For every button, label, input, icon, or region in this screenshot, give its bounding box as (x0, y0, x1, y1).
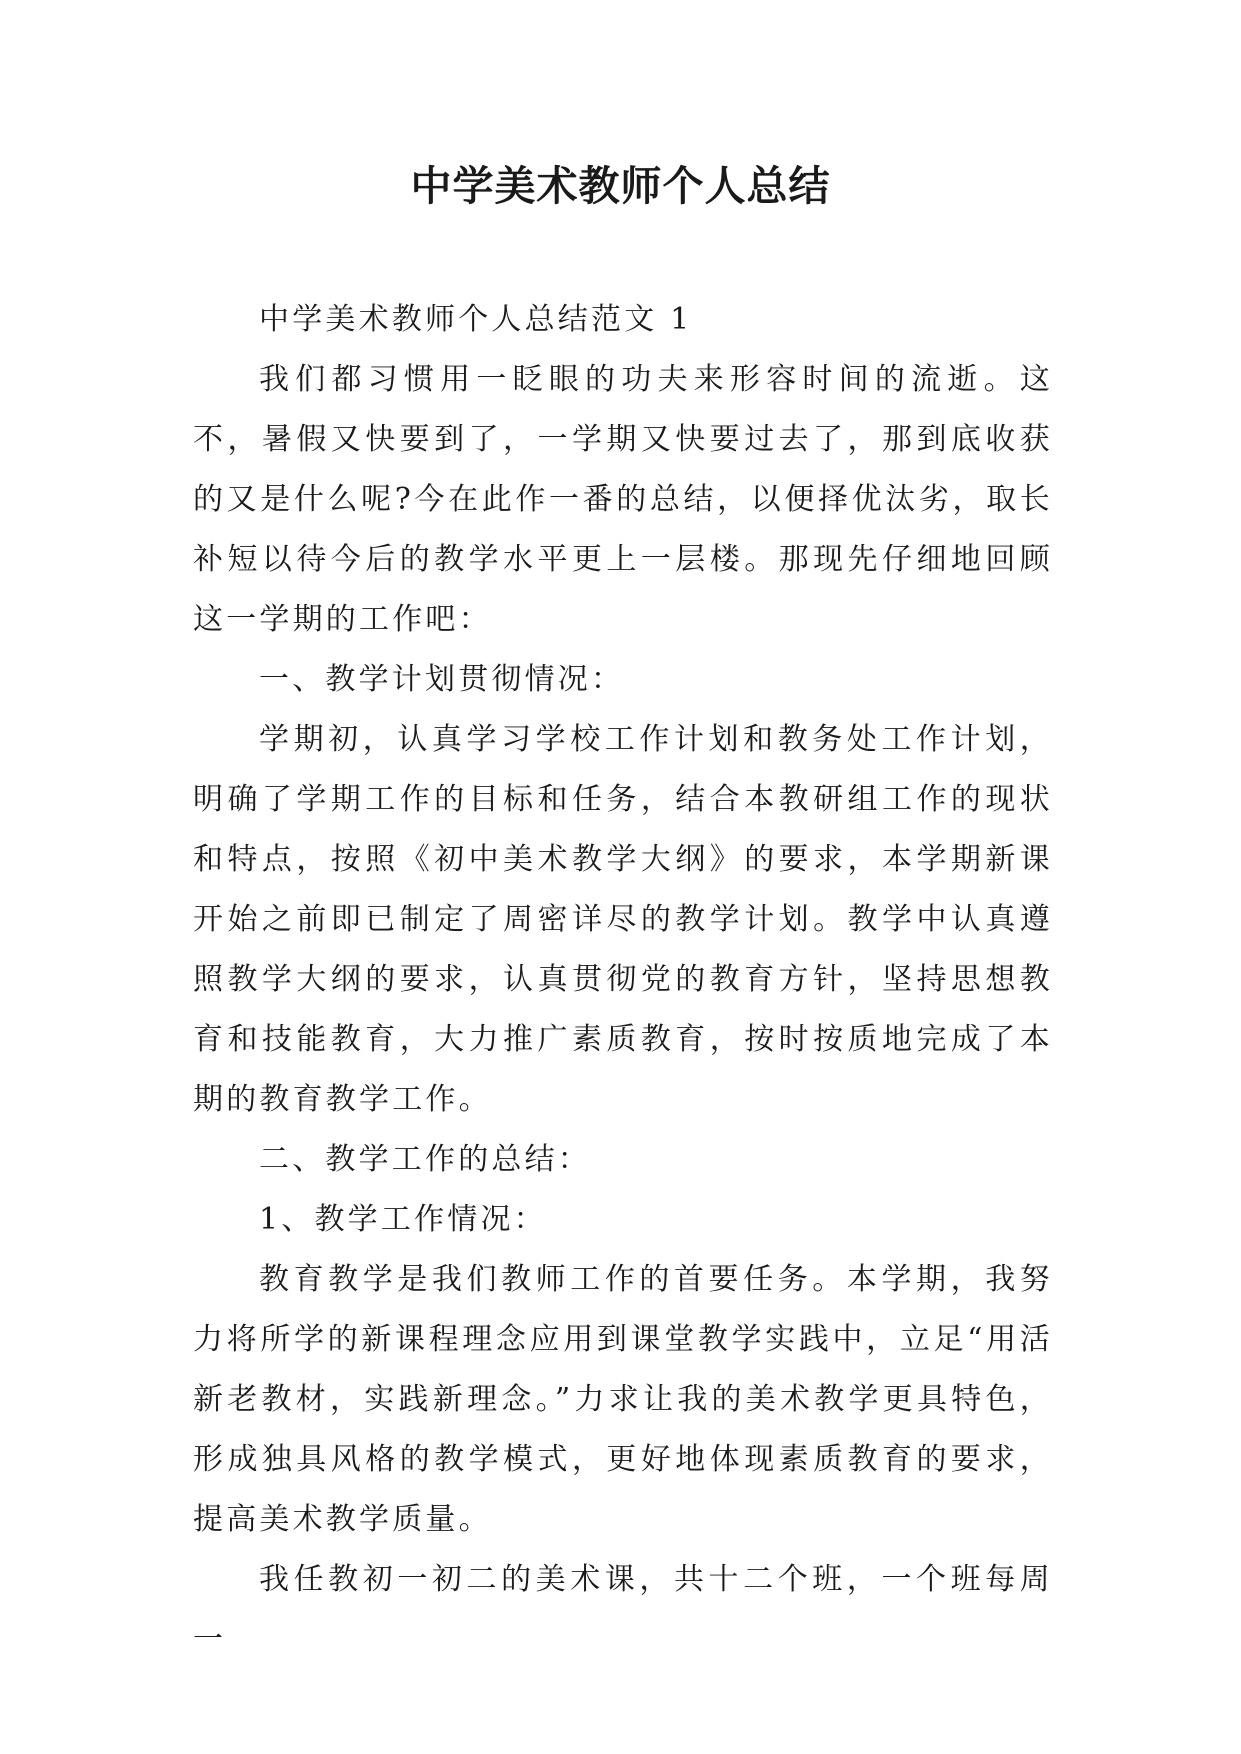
paragraph-plan: 学期初，认真学习学校工作计划和教务处工作计划，明确了学期工作的目标和任务，结合本教研组工作的现状和特点，按照《初中美术教学大纲》的要求，本学期新课开始之前即已制定了周密详尽的教学计划。教学中认真遵照教学大纲的要求，认真贯彻党的教育方针，坚持思想教育和技能教育，大力推广素质教育，按时按质地完成了本期的教育教学工作。 (193, 722, 1053, 1117)
paragraph-teaching: 教育教学是我们教师工作的首要任务。本学期，我努力将所学的新课程理念应用到课堂教学实践中，立足“用活新老教材，实践新理念。”力求让我的美术教学更具特色，形成独具风格的教学模式，更好地体现素质教育的要求，提高美术教学质量。 (193, 1262, 1053, 1537)
document-body (193, 290, 1053, 1670)
paragraph-intro: 我们都习惯用一眨眼的功夫来形容时间的流逝。这不，暑假又快要到了，一学期又快要过去了，那到底收获的又是什么呢?今在此作一番的总结，以便择优汰劣，取长补短以待今后的教学水平更上一层楼。那现先仔细地回顾这一学期的工作吧： (193, 362, 1053, 637)
section-heading-sample-1: 中学美术教师个人总结范文 1 (259, 302, 693, 337)
section-heading-summary: 二、教学工作的总结： (259, 1142, 591, 1177)
section-heading-plan: 一、教学计划贯彻情况： (259, 662, 625, 697)
paragraph-classes: 我任教初一初二的美术课，共十二个班，一个班每周一 (193, 1562, 1053, 1657)
document-title: 中学美术教师个人总结 (410, 162, 831, 210)
subsection-heading-teaching: 1、教学工作情况： (259, 1202, 547, 1237)
